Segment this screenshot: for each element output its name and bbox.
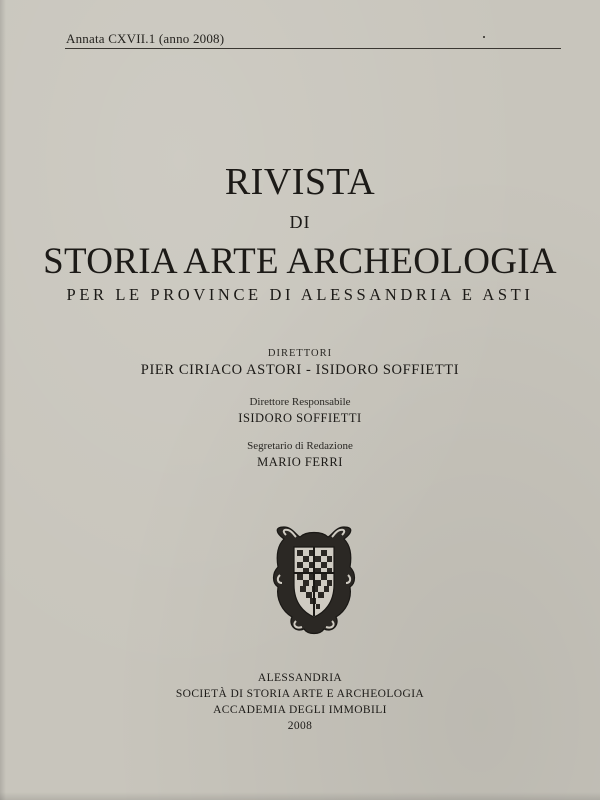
bottom-edge-shadow: [0, 792, 600, 800]
paper-speck: [483, 36, 485, 38]
responsible-director-label: Direttore Responsabile: [249, 396, 351, 408]
publisher-city: ALESSANDRIA: [257, 672, 343, 684]
publication-year: 2008: [287, 720, 313, 732]
heraldic-shield-icon: [270, 525, 358, 637]
title-di: DI: [289, 212, 311, 232]
publisher-academy: ACCADEMIA DEGLI IMMOBILI: [213, 704, 387, 716]
editorial-secretary-name: MARIO FERRI: [257, 455, 343, 469]
header-rule: [65, 48, 561, 49]
responsible-director-name: ISIDORO SOFFIETTI: [238, 411, 362, 425]
editorial-secretary-label: Segretario di Redazione: [247, 440, 353, 452]
title-subtitle: PER LE PROVINCE DI ALESSANDRIA E ASTI: [66, 285, 534, 304]
title-main: STORIA ARTE ARCHEOLOGIA: [43, 241, 557, 282]
issue-label: Annata CXVII.1 (anno 2008): [66, 31, 225, 46]
directors-label: DIRETTORI: [267, 348, 333, 359]
publisher-society: SOCIETÀ DI STORIA ARTE E ARCHEOLOGIA: [175, 688, 425, 700]
title-rivista: RIVISTA: [224, 161, 376, 203]
directors-names: PIER CIRIACO ASTORI - ISIDORO SOFFIETTI: [140, 362, 460, 378]
